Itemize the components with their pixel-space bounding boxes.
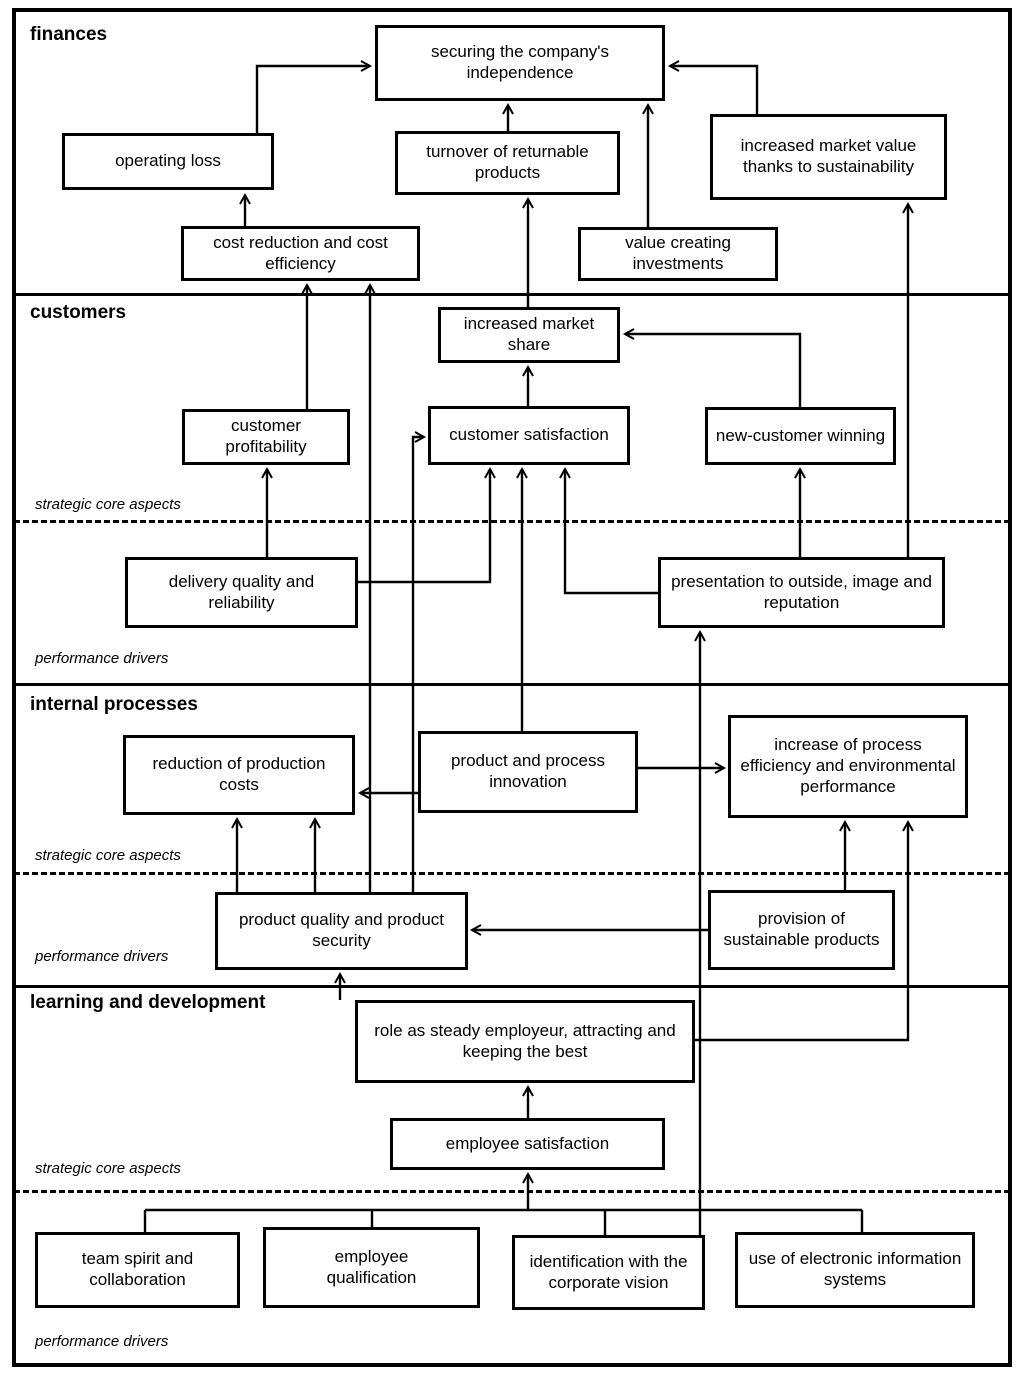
node-role-steady-employer-label: role as steady employeur, attracting and keeping the best [374,1020,676,1061]
node-customer-profitability-label: customer profitability [225,416,307,456]
divider-internal-learning [14,985,1010,988]
sublabel-performance-drivers-learning: performance drivers [35,1333,169,1350]
node-securing-independence-label: securing the company's independence [430,42,610,82]
node-turnover-label: turnover of returnable products [426,142,589,182]
sublabel-strategic-core-internal: strategic core aspects [35,847,181,864]
node-increased-market-share-label: increased market share [463,314,595,354]
node-product-process-innovation [418,731,638,813]
sublabel-performance-drivers-internal: performance drivers [35,948,169,965]
node-cost-reduction [181,226,420,281]
node-employee-qualification-label: employee qualification [326,1246,417,1287]
node-product-quality [215,892,468,970]
node-increase-process-efficiency [728,715,968,818]
node-reduction-production-costs-label: reduction of production costs [152,754,326,794]
node-product-quality-label: product quality and product security [238,910,445,950]
node-value-creating-investments-label: value creating investments [625,233,731,273]
divider-finances-customers [14,293,1010,296]
node-team-spirit-label: team spirit and collaboration [81,1249,194,1289]
node-employee-satisfaction-label: employee satisfaction [445,1133,610,1153]
node-presentation-image-label: presentation to outside, image and reputation [671,571,932,612]
node-operating-loss-label: operating loss [115,151,221,171]
node-new-customer-winning-label: new-customer winning [715,425,886,445]
section-label-internal-processes: internal processes [30,694,198,715]
node-increase-process-efficiency-label: increase of process efficiency and environmental performance [740,735,956,796]
node-product-process-innovation-label: product and process innovation [450,751,606,791]
node-employee-qualification [263,1227,480,1308]
node-employee-satisfaction [390,1118,665,1170]
node-turnover-returnable-products [395,131,620,195]
node-team-spirit [35,1232,240,1308]
section-label-learning-development: learning and development [30,992,266,1013]
node-increased-market-value-label: increased market value thanks to sustainability [740,136,917,176]
sublabel-strategic-core-customers: strategic core aspects [35,496,181,513]
node-delivery-quality [125,557,358,628]
node-reduction-production-costs [123,735,355,815]
node-identification-vision-label: identification with the corporate vision [529,1251,688,1292]
node-provision-sustainable [708,890,895,970]
node-customer-satisfaction-label: customer satisfaction [449,425,609,445]
node-use-electronic-systems [735,1232,975,1308]
node-delivery-quality-label: delivery quality and reliability [168,571,315,612]
dashed-divider-internal [14,872,1010,875]
node-increased-market-value [710,114,947,200]
section-label-finances: finances [30,24,108,45]
node-value-creating-investments [578,227,778,281]
node-new-customer-winning [705,407,896,465]
node-customer-profitability [182,409,350,465]
sublabel-strategic-core-learning: strategic core aspects [35,1160,181,1177]
node-identification-vision [512,1235,705,1310]
dashed-divider-learning [14,1190,1010,1193]
node-operating-loss [62,133,274,190]
node-securing-independence [375,25,665,101]
section-label-customers: customers [30,302,127,323]
node-cost-reduction-label: cost reduction and cost efficiency [213,232,388,273]
node-customer-satisfaction [428,406,630,465]
sublabel-performance-drivers-customers: performance drivers [35,650,169,667]
node-role-steady-employer [355,1000,695,1083]
dashed-divider-customers [14,520,1010,523]
node-provision-sustainable-label: provision of sustainable products [723,909,880,949]
node-increased-market-share [438,307,620,363]
node-presentation-image [658,557,945,628]
divider-customers-internal [14,683,1010,686]
node-use-electronic-systems-label: use of electronic information systems [748,1249,962,1289]
